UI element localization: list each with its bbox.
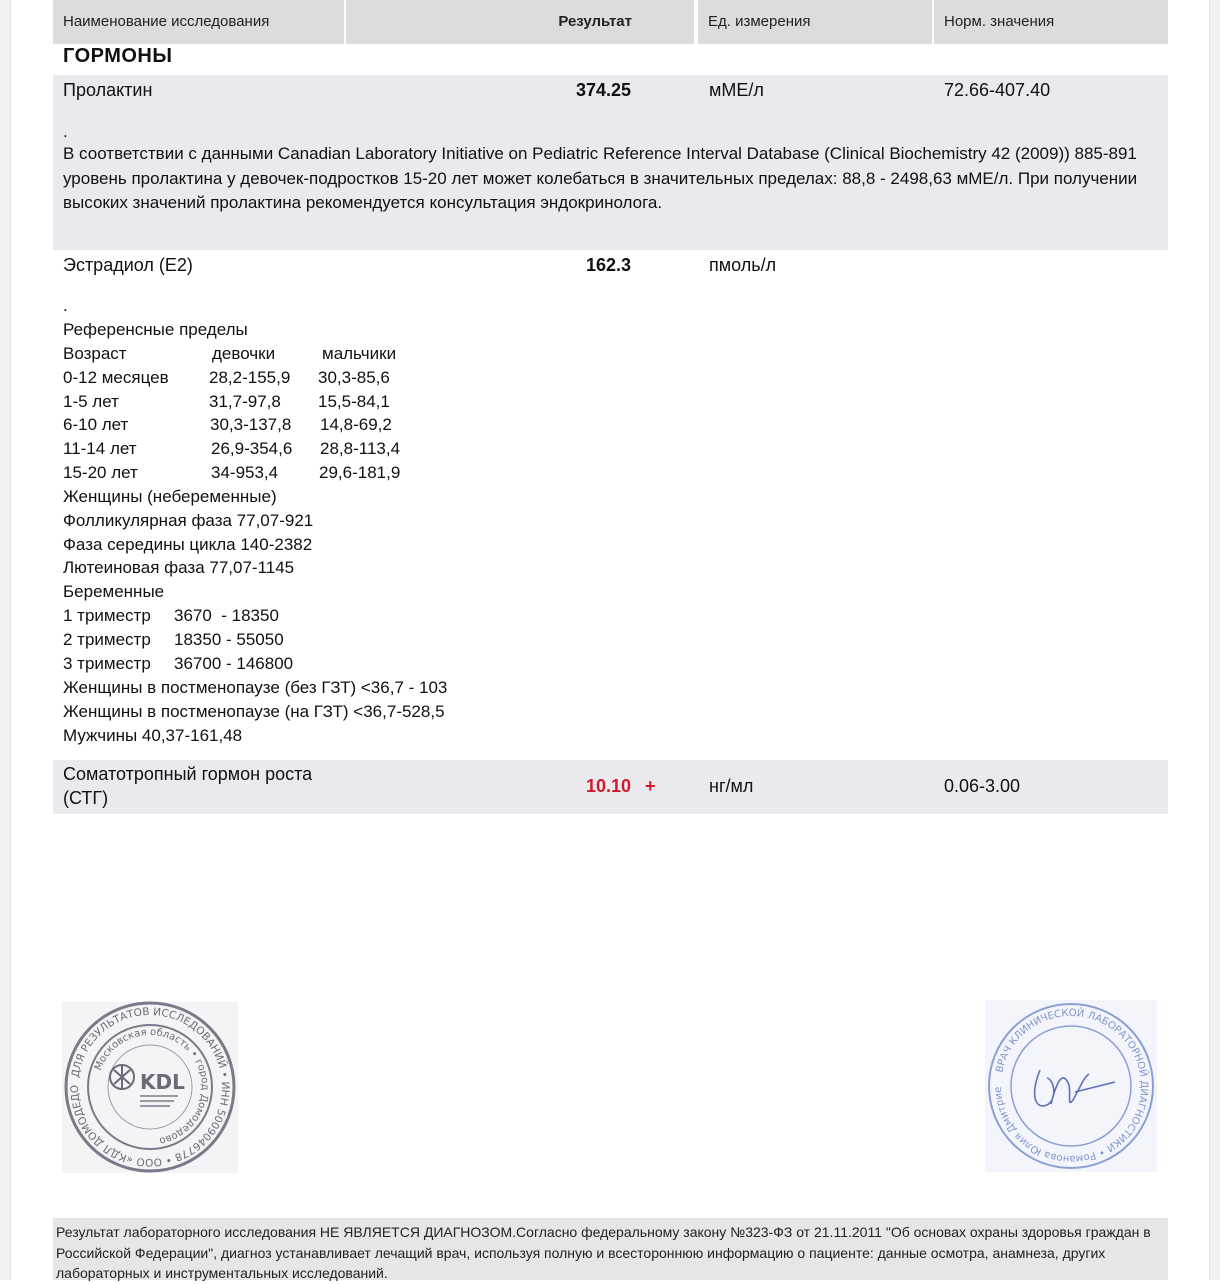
prolactin-norm: 72.66-407.40: [944, 80, 1051, 100]
ref-table-row: 0-12 месяцев: [63, 368, 169, 387]
header-result: Результат: [346, 0, 694, 44]
ref-table-row: 14,8-69,2: [320, 415, 392, 434]
ref-line: Лютеиновая фаза 77,07-1145: [63, 558, 295, 577]
ref-table-row: 6-10 лет: [63, 415, 129, 434]
ref-line: Женщины в постменопаузе (без ГЗТ) <36,7 - 103: [63, 678, 448, 697]
stg-flag: +: [645, 776, 656, 796]
doctor-seal-graphic: [985, 1000, 1157, 1172]
header-name: Наименование исследования: [53, 0, 344, 44]
doctor-seal: [985, 1000, 1157, 1172]
ref-title: Референсные пределы: [63, 320, 248, 339]
ref-table-row: 30,3-85,6: [318, 368, 390, 387]
trimester-range: 18350 - 55050: [174, 630, 284, 649]
page-edge-left: [0, 0, 11, 1280]
organization-seal: [60, 1000, 240, 1175]
trimester-range: 36700 - 146800: [174, 654, 294, 673]
ref-table-row: 28,8-113,4: [320, 439, 401, 458]
seal-graphic: [60, 1000, 240, 1175]
ref-line: Беременные: [63, 582, 165, 601]
estradiol-name: Эстрадиол (Е2): [63, 255, 193, 275]
svg-text:ВРАЧ КЛИНИЧЕСКОЙ ЛАБОРАТОРНОЙ: ВРАЧ КЛИНИЧЕСКОЙ ЛАБОРАТОРНОЙ ДИАГНОСТИКИ • Романова Юлия Дмитрие: [992, 1007, 1150, 1165]
stg-result: 10.10: [585, 776, 631, 796]
ref-table-header-age: Возраст: [63, 344, 127, 363]
trimester-label: 1 триместр: [63, 606, 151, 625]
estradiol-note-dot: .: [63, 296, 68, 315]
svg-text:Московская область • город Дом: Московская область • город Домодедово: [92, 1026, 211, 1147]
prolactin-unit: мМЕ/л: [709, 80, 764, 100]
estradiol-result: 162.3: [585, 255, 631, 275]
footer-disclaimer: Результат лабораторного исследования НЕ ЯВЛЯЕТСЯ ДИАГНОЗОМ.Согласно федеральному закону №323-ФЗ от 21.11.2011 "Об основах охраны здоровья граждан в Российской Федерации", диагноз устанавливает лечащий врач, используя полную и всестороннюю информацию о пациенте: данные осмотра, анамнеза, других лабораторных и инструментальных исследований.: [53, 1218, 1168, 1280]
ref-table-row: 15-20 лет: [63, 463, 138, 482]
prolactin-note: В соответствии с данными Canadian Laboratory Initiative on Pediatric Reference Interval Database (Clinical Biochemistry 42 (2009)) 885-891 уровень пролактина у девочек-подростков 15-20 лет может колебаться в значительных пределах: 88,8 - 2498,63 мМЕ/л. При получении высоких значений пролактина рекомендуется консультация эндокринолога.: [63, 144, 1138, 212]
stg-name-line1: Соматотропный гормон роста: [63, 764, 313, 784]
header-unit: Ед. измерения: [698, 0, 932, 44]
ref-table-row: 15,5-84,1: [318, 392, 390, 411]
stg-norm: 0.06-3.00: [944, 776, 1021, 796]
ref-table-header-girls: девочки: [212, 344, 276, 363]
ref-line: Женщины в постменопаузе (на ГЗТ) <36,7-528,5: [63, 702, 445, 721]
section-title: ГОРМОНЫ: [63, 45, 173, 67]
ref-table-row: 28,2-155,9: [209, 368, 291, 387]
trimester-label: 2 триместр: [63, 630, 151, 649]
ref-table-row: 26,9-354,6: [211, 439, 293, 458]
ref-table-row: 34-953,4: [211, 463, 279, 482]
ref-line: Женщины (небеременные): [63, 487, 277, 506]
ref-table-row: 11-14 лет: [63, 439, 137, 458]
svg-text:KDL: KDL: [140, 1070, 185, 1094]
ref-table-row: 30,3-137,8: [210, 415, 292, 434]
prolactin-result: 374.25: [575, 80, 631, 100]
ref-line: Фолликулярная фаза 77,07-921: [63, 511, 314, 530]
page-edge-right: [1209, 0, 1220, 1280]
svg-text:ДЛЯ РЕЗУЛЬТАТОВ ИССЛЕДОВАНИЙ •: ДЛЯ РЕЗУЛЬТАТОВ ИССЛЕДОВАНИЙ • ИНН 5009046778 • ООО «КДЛ ДОМОДЕДО: [68, 1005, 232, 1169]
estradiol-unit: пмоль/л: [709, 255, 777, 275]
prolactin-name: Пролактин: [63, 80, 153, 100]
ref-table-row: 31,7-97,8: [209, 392, 281, 411]
ref-table-header-boys: мальчики: [322, 344, 397, 363]
trimester-label: 3 триместр: [63, 654, 151, 673]
ref-table-row: 29,6-181,9: [319, 463, 401, 482]
trimester-range: 3670 - 18350: [174, 606, 279, 625]
prolactin-note-dot: .: [63, 122, 68, 141]
ref-line: Мужчины 40,37-161,48: [63, 726, 243, 745]
ref-table-row: 1-5 лет: [63, 392, 119, 411]
ref-line: Фаза середины цикла 140-2382: [63, 535, 313, 554]
stg-name-line2: (СТГ): [63, 788, 109, 808]
stg-unit: нг/мл: [709, 776, 754, 796]
header-norm: Норм. значения: [934, 0, 1168, 44]
